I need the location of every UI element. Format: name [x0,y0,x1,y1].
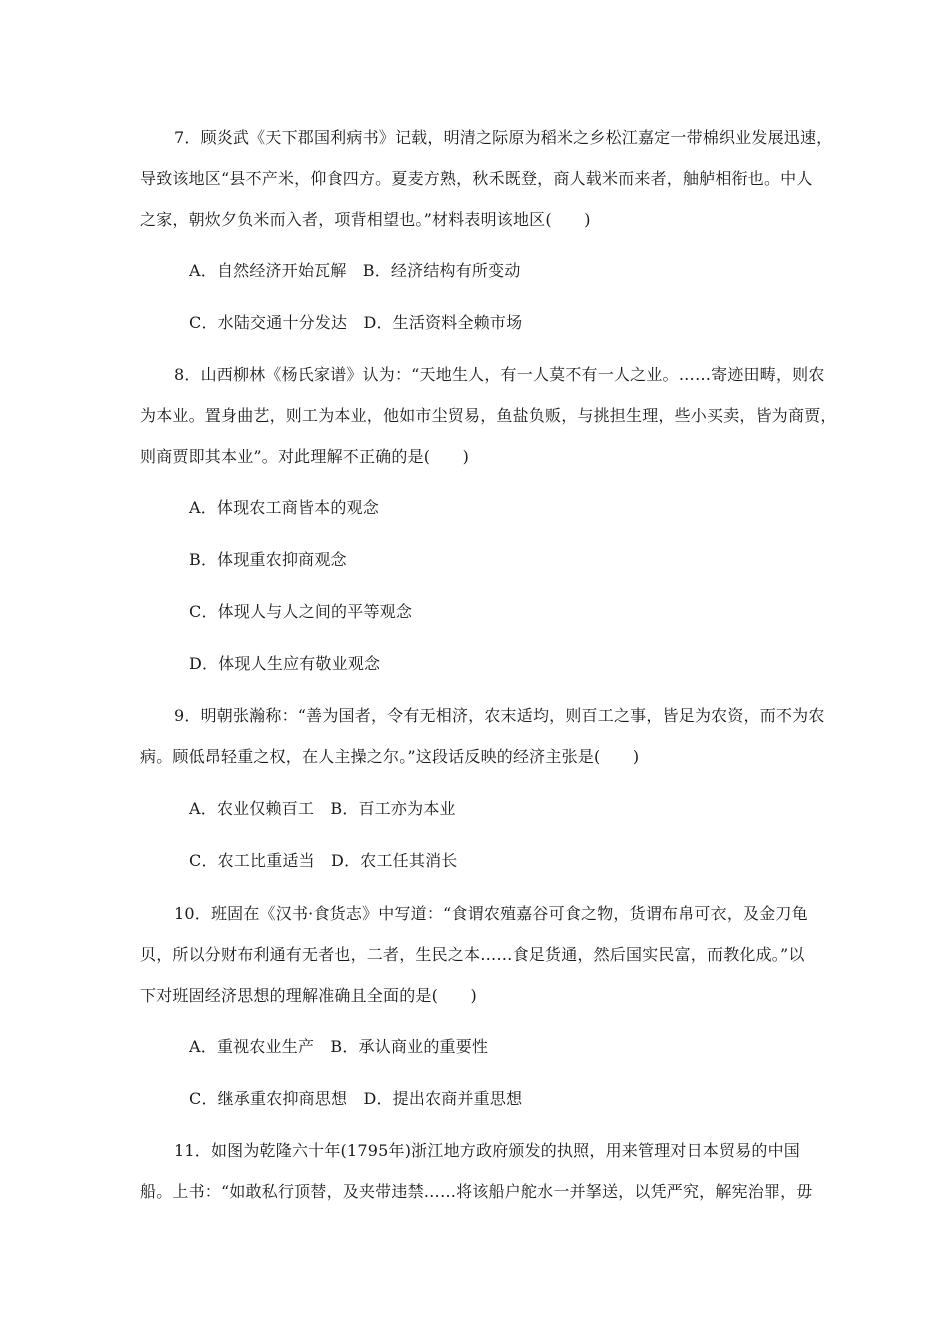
question-7-line-1: 7．顾炎武《天下郡国利病书》记载，明清之际原为稻米之乡松江嘉定一带棉织业发展迅速， [174,128,833,147]
question-8-option-d: D．体现人生应有敬业观念 [189,654,381,673]
question-7-line-2: 导致该地区“县不产米，仰食四方。夏麦方熟，秋禾既登，商人载米而来者，舳舻相衔也。中人 [140,169,813,188]
question-7-options-cd: C．水陆交通十分发达 D．生活资料全赖市场 [189,313,523,332]
question-10-options-ab: A．重视农业生产 B．承认商业的重要性 [189,1037,489,1056]
question-11-line-2: 船。上书：“如敢私行顶替，及夹带违禁……将该船户舵水一并拏送，以凭严究，解宪治罪，毋 [140,1182,813,1201]
question-8-option-c: C．体现人与人之间的平等观念 [189,602,413,621]
question-7-line-3: 之家，朝炊夕负米而入者，项背相望也。”材料表明该地区( ) [140,210,591,229]
question-8-option-a: A．体现农工商皆本的观念 [189,498,379,517]
question-9-options-ab: A．农业仅赖百工 B．百工亦为本业 [189,799,456,818]
question-11-line-1: 11．如图为乾隆六十年(1795年)浙江地方政府颁发的执照，用来管理对日本贸易的中国 [174,1141,800,1160]
question-10-line-2: 贝，所以分财布利通有无者也，二者，生民之本……食足货通，然后国实民富，而教化成。”以 [140,945,805,964]
question-9-options-cd: C．农工比重适当 D．农工任其消长 [189,851,458,870]
question-8-line-1: 8．山西柳林《杨氏家谱》认为：“天地生人，有一人莫不有一人之业。……寄迹田畴，则农 [174,365,825,384]
question-8-option-b: B．体现重农抑商观念 [189,550,347,569]
question-8-line-3: 则商贾即其本业”。对此理解不正确的是( ) [140,447,470,466]
question-10-line-1: 10．班固在《汉书·食货志》中写道：“食谓农殖嘉谷可食之物，货谓布帛可衣，及金刀龟 [174,904,808,923]
question-9-line-2: 病。顾低昂轻重之权，在人主操之尔。”这段话反映的经济主张是( ) [140,747,640,766]
question-10-line-3: 下对班固经济思想的理解准确且全面的是( ) [140,986,477,1005]
question-8-line-2: 为本业。置身曲艺，则工为本业，他如市尘贸易，鱼盐负贩，与挑担生理，些小买卖，皆为商贾， [140,406,837,425]
question-9-line-1: 9．明朝张瀚称：“善为国者，令有无相济，农末适均，则百工之事，皆足为农资，而不为农 [174,706,825,725]
question-10-options-cd: C．继承重农抑商思想 D．提出农商并重思想 [189,1089,523,1108]
question-7-options-ab: A．自然经济开始瓦解 B．经济结构有所变动 [189,261,521,280]
